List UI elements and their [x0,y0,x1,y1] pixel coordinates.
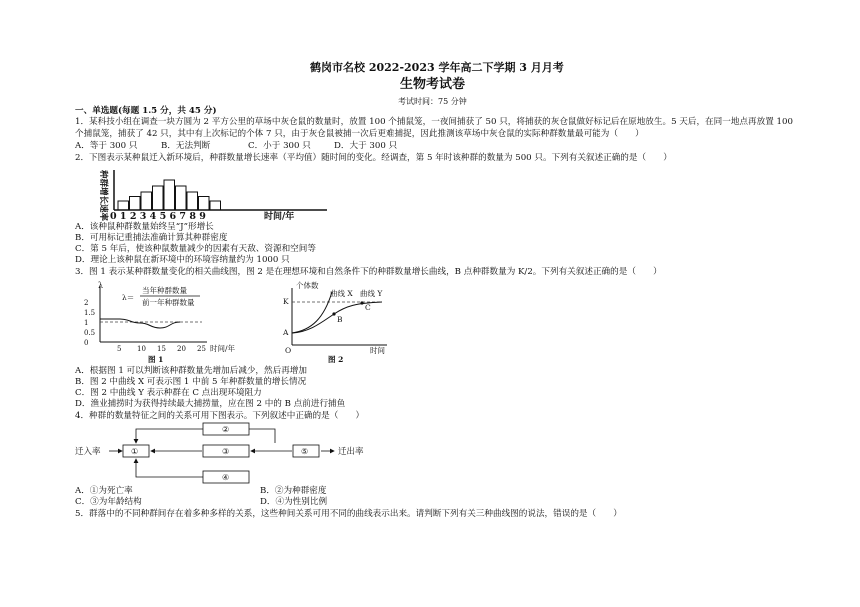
fig2-y-axis-label: 个体数 [296,281,319,290]
q5-stem: 5．群落中的不同种群间存在着多种多样的关系，这些种间关系可用不同的曲线表示出来。请判断下列有关三种曲线图的说法，错误的是（ ） [75,509,622,519]
q2-bar-year-4 [153,186,164,210]
fig2-curve-y-label: 曲线 Y [360,289,383,298]
q2-option-c: C．第 5 年后，使该种鼠数量减少的因素有天敌、资源和空间等 [75,244,316,254]
q4-box-5-label: ⑤ [301,447,309,456]
q3-figure1 [82,280,257,365]
fig2-xlabel: 时间 [370,346,385,355]
fig1-xtick-label: 10 [137,345,146,353]
fig2-k-label: K [283,297,289,306]
fig1-xtick-label: 20 [177,345,186,353]
q2-bar-year-8 [199,197,210,211]
q4-box-1-label: ① [131,447,139,456]
q1-option-c: C．小于 300 只 [248,141,311,151]
q4-out-label: 迁出率 [338,447,364,457]
fig1-xtick-label: 15 [157,345,166,353]
q1-option-a: A．等于 300 只 [75,141,138,151]
q2-bar-year-6 [176,186,187,210]
q1-line2: 个捕鼠笼，捕获了 42 只，其中有上次标记的个体 7 只，由于灰仓鼠被捕一次后更难捕捉，因此推测该草场中灰仓鼠的实际种群数量最可能为（ ） [75,129,644,139]
fig2-o-label: O [285,346,292,355]
fig1-y-axis-label: λ [98,281,104,290]
q4-option-b: B．②为种群密度 [260,486,327,496]
fig1-xlabel: 时间/年 [210,344,236,353]
q3-option-a: A．根据图 1 可以判断该种群数量先增加后减少，然后再增加 [75,366,307,376]
q2-bar-year-9 [210,201,221,210]
exam-title: 鹤岗市名校 2022-2023 学年高二下学期 3 月月考 [310,61,564,74]
fig1-caption: 图 1 [148,355,164,364]
q2-bar-year-7 [187,192,198,210]
q2-bar-year-5 [164,180,175,210]
fig2-curve-x-label: 曲线 X [330,289,353,298]
fig2-caption: 图 2 [328,355,344,364]
q3-option-d: D．渔业捕捞时为获得持续最大捕捞量，应在图 2 中的 B 点前进行捕鱼 [75,399,346,409]
q4-option-a: A．①为死亡率 [75,486,133,496]
q4-box-3-label: ③ [222,447,230,456]
q4-option-c: C．③为年龄结构 [75,497,142,507]
q2-option-b: B．可用标记重捕法准确计算其种群密度 [75,233,228,243]
q2-bar-year-1 [118,201,129,210]
fig1-ytick-label: 1 [84,319,89,327]
fig1-ytick-label: 1.5 [84,309,96,317]
q4-stem: 4．种群的数量特征之间的关系可用下图表示。下列叙述中正确的是（ ） [75,411,365,421]
fig1-ytick-label: 0.5 [84,329,96,337]
q3-figure2 [282,280,397,365]
fig1-formula-den: 前一年种群数量 [142,298,195,307]
q3-stem: 3．图 1 表示某种群数量变化的相关曲线图，图 2 是在理想环境和自然条件下的种群数量增长曲线，B 点种群数量为 K/2。下列有关叙述正确的是（ ） [75,267,662,277]
q3-option-b: B．图 2 中曲线 X 可表示图 1 中前 5 年种群数量的增长情况 [75,377,307,387]
q2-xticks: 0 1 2 3 4 5 6 7 8 9 [110,211,206,222]
fig1-ytick-label: 0 [84,339,89,347]
fig2-b-label: B [337,315,343,324]
fig2-point-c [360,301,363,304]
q4-arrow-2-to-1 [136,429,203,443]
q2-bar-chart [92,166,332,222]
q4-in-label: 迁入率 [75,447,101,457]
q4-box-4-label: ④ [222,473,230,482]
fig1-ytick-label: 2 [84,299,89,307]
section-heading: 一、单选题(每题 1.5 分，共 45 分) [75,106,217,116]
q2-option-d: D．理论上该种鼠在新环境中的环境容纳量约为 1000 只 [75,255,290,265]
fig1-formula-prefix: λ＝ [122,293,135,302]
fig2-curve-x [292,292,332,333]
fig2-a-label: A [283,328,289,337]
q2-bar-year-2 [130,197,141,211]
q4-arrow-4-to-1 [136,459,203,477]
q2-stem: 2．下图表示某种鼠迁入新环境后，种群数量增长速率（平均值）随时间的变化。经调查，第 5 年时该种群的数量为 500 只。下列有关叙述正确的是（ ） [75,153,672,163]
q4-box-2-label: ② [222,425,230,434]
fig2-c-label: C [365,303,371,312]
q2-ylabel: 种群增长速率 [98,170,108,222]
fig1-xtick-label: 5 [117,345,122,353]
q2-xlabel: 时间/年 [264,212,295,222]
q1-option-b: B．无法判断 [161,141,211,151]
q3-option-c: C．图 2 中曲线 Y 表示种群在 C 点出现环境阻力 [75,388,262,398]
q4-diagram [75,421,395,485]
exam-subtitle: 生物考试卷 [400,77,466,92]
q2-option-a: A．该种鼠种群数量始终呈“J”形增长 [75,222,214,232]
q2-bar-year-3 [141,192,152,210]
q4-arrow-2-path [249,429,275,443]
fig1-formula-num: 当年种群数量 [142,286,187,295]
q1-line1: 1．某科技小组在调查一块方圆为 2 平方公里的草场中灰仓鼠的数量时，放置 100 个捕鼠笼，一夜间捕获了 50 只，将捕获的灰仓鼠做好标记后在原地放生。5 天后，在同一地点再放置 100 [75,117,793,127]
fig2-point-b [332,312,335,315]
fig1-xtick-label: 25 [197,345,206,353]
fig1-lambda-curve [100,319,180,328]
q4-option-d: D．④为性别比例 [260,497,328,507]
exam-time: 考试时间：75 分钟 [398,97,467,106]
q1-option-d: D．大于 300 只 [334,141,398,151]
